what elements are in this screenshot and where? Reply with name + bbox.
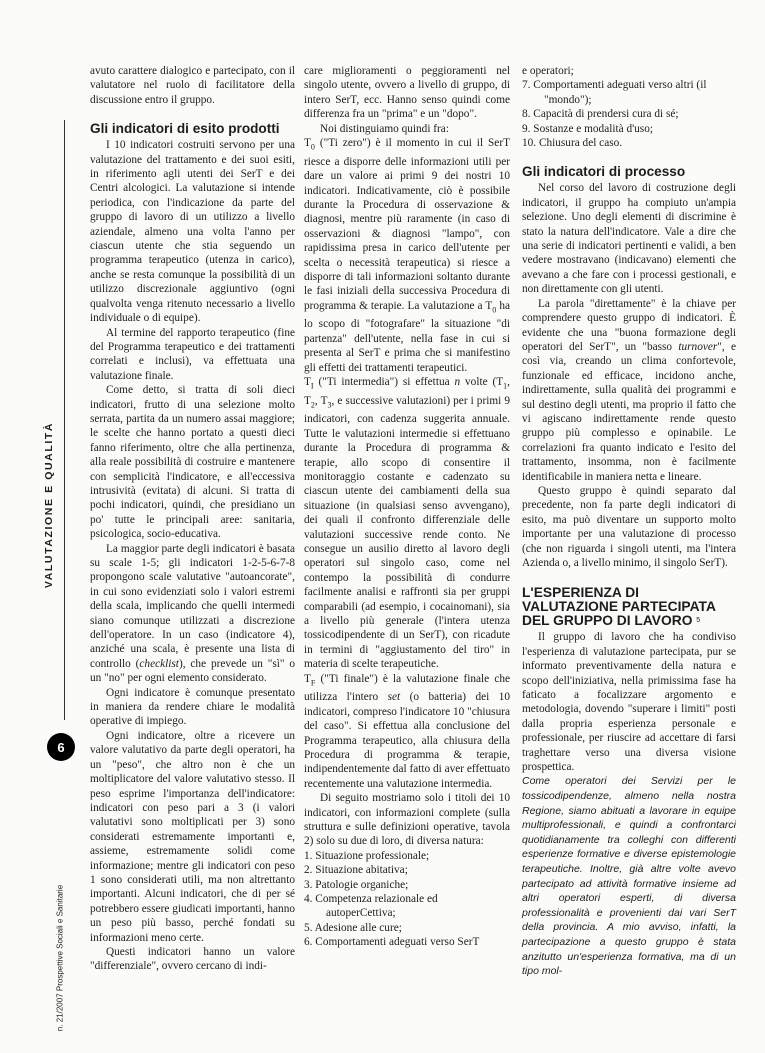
paragraph: I 10 indicatori costruiti servono per una valutazione del trattamento e dei suoi esiti, in riferimento agli utenti dei SerT e dei Centri alcologici. La valutazione si intende periodica, con l'indicazione da parte del gruppo di lavoro di un utilizzo a livello aziendale, almeno una volta l'anno per ciascun utente che stia seguendo un programma terapeutico (utenza in carico), anche se resta comunque la possibilità di un utilizzo discrezionale aggiuntivo (ogni qualvolta venga ritenuto necessario a livello individuale o di equipe). <box>90 139 295 325</box>
list-item: 2. Situazione abitativa; <box>304 864 408 877</box>
paragraph: Noi distinguiamo quindi fra: <box>320 122 449 135</box>
quote: Come operatori dei Servizi per le tossicodipendenze, almeno nella nostra Regione, siamo abituati a lavorare in equipe multiprofessionali, e quindi a confrontarci quotidianamente tra colleghi con differenti esperienze formative e diverse epistemologie terapeutiche. Inoltre, già altre volte avevo partecipato ad attività formative insieme ad altri operatori esperti, di diversa professionalità e provenienti dai vari SerT della provincia. A mio avviso, infatti, la partecipazione a questo gruppo è stata anzitutto un'esperienza formativa, ma di un tipo mol- <box>522 775 736 978</box>
list-item: 4. Competenza relazionale ed autoperCettiva; <box>304 893 438 920</box>
emphasis: turnover <box>678 340 718 353</box>
paragraph: La maggior parte degli indicatori è basata su scale 1-5; gli indicatori 1-2-5-6-7-8 propongono scale valutative "autoancorate", in cui sono evidenziati solo i valori estremi della scala, implicando che quelli intermedi siano comunque utilizzati a discrezione dell'operatore. In un caso (indicatore 4), anziché una scala, è presente una lista di controllo (checklist), che prevede un "sì" o un "no" per ogni elemento considerato. <box>90 542 295 685</box>
list-item: 8. Capacità di prendersi cura di sé; <box>522 108 679 121</box>
paragraph: avuto carattere dialogico e partecipato, con il valutatore nel ruolo di facilitatore della discussione entro il gruppo. <box>90 65 295 106</box>
paragraph: Al termine del rapporto terapeutico (fine del Programma terapeutico e dei trattamenti correlati e inclusi), va effettuata una valutazione finale. <box>90 326 295 382</box>
section-label: VALUTAZIONE E QUALITÀ <box>43 421 55 589</box>
paragraph: Ogni indicatore è comunque presentato in maniera da rendere chiare le modalità operative di impiego. <box>90 686 295 728</box>
paragraph: Come detto, si tratta di soli dieci indicatori, frutto di una selezione molto serrata, partita da un numero assai maggiore; le scelte che hanno portato a questi dieci fanno riferimento, oltre che alla pertinenza, alla reale possibilità di costruire e mantenere con semplicità l'indicatore, e all'eccessiva intrusività (evitata) di alcuni. Si tratta di pochi indicatori, quindi, che presidiano un po' tutte le principali aree: sanitaria, psicologica, socio-educativa. <box>90 384 295 541</box>
paragraph: care miglioramenti o peggioramenti nel singolo utente, ovvero a livello di gruppo, di intero SerT, ecc. Hanno senso quindi come differenza fra un "prima" e un "dopo". <box>304 65 510 121</box>
journal-reference: n. 21/2007 Prospettive Sociali e Sanitarie <box>55 884 65 1032</box>
emphasis: checklist <box>139 657 179 670</box>
page-number: 6 <box>47 733 75 761</box>
section-heading-experience: L'ESPERIENZA DI VALUTAZIONE PARTECIPATA DEL GRUPPO DI LAVORO $^5$ <box>522 585 716 629</box>
list-item: 10. Chiusura del caso. <box>522 137 623 150</box>
paragraph: La parola "direttamente" è la chiave per comprendere questo gruppo di indicatori. È evidente che una "buona formazione degli operatori del SerT", un "basso turnover", e così via, creando un clima confortevole, funzionale ed efficace, incidono anche, indirettamente, sulla qualità dei programmi e sul destino degli utenti, ma proprio il fatto che vi agiscano indirettamente rende questo gruppo più complesso e opinabile. Le correlazioni fra quanto indicato e l'esito del trattamento, insomma, non è facilmente identificabile in maniera netta e lineare. <box>522 297 736 483</box>
definition-ti: $T_I$ ("Ti intermedia") si effettua n volte ($T_1$, $T_2$, $T_3$, e successive valutazioni) per i primi 9 indicatori, con cadenza suggerita annuale. Tutte le valutazioni intermedie si effettuano durante la Procedura di programma & terapie, allo scopo di consentire il monitoraggio costante e cadenzato su ciascun utente dei cambiamenti della sua situazione (in qualsiasi senso avvengano), dei quali il confronto differenziale delle valutazioni successive rende conto. Ne consegue un ausilio diretto al lavoro degli operatori sul singolo caso, come nel contempo la possibilità di condurre facilmente analisi e raffronti sia per gruppi comparabili (ad esempio, i cocainomani), sia a livello più generale (l'intera utenza tossicodipendente di un SerT), con ricadute in termini di "aggiustamento del tiro" in materia di scelte terapeutiche. <box>304 376 510 671</box>
indicator-list-continued <box>522 78 736 150</box>
list-item: 1. Situazione professionale; <box>304 849 430 862</box>
side-rule <box>64 120 65 720</box>
list-item: 9. Sostanze e modalità d'uso; <box>522 122 653 135</box>
paragraph: Nel corso del lavoro di costruzione degli indicatori, il gruppo ha compiuto un'ampia selezione. Uno degli elementi di discrimine è stato la natura dell'indicatore. Vale a dire che una serie di indicatori pertinenti e validi, a ben vedere mostravano (indicavano) elementi che avevano a che fare con i processi gestionali, e non direttamente con gli utenti. <box>522 182 736 296</box>
definition-t0: $T_0$ ("Ti zero") è il momento in cui il SerT riesce a disporre delle informazioni utili per dare un valore ai primi 9 dei nostri 10 indicatori. Indicativamente, ciò è possibile durante la Procedura di osservazione & diagnosi, mentre più raramente (in caso di osservazioni & diagnosi "lampo", con rapidissima presa in carico dell'utente per scelta o necessità terapeutica) si riesce a disporre di tali informazioni soltanto durante le fasi iniziali della successiva Procedura di programma & terapie. La valutazione a $T_0$ ha lo scopo di "fotografare" la situazione "di partenza" dell'utente, nella fase in cui si presenta al SerT e prima che si manifestino gli effetti dei trattamenti terapeutici. <box>304 137 510 374</box>
paragraph: Di seguito mostriamo solo i titoli dei 10 indicatori, con informazioni complete (sulla struttura e sulle definizioni operative, tavola 2) solo su due di loro, di diversa natura: <box>304 792 510 848</box>
paragraph: Ogni indicatore, oltre a ricevere un valore valutativo da parte degli operatori, ha un "peso", che altro non è che un moltiplicatore del valore valutativo stesso. Il peso esprime l'importanza dell'indicatore: indicatori con peso pari a 3 (i valori valutativi sono moltiplicati per 3) sono considerati estremamente importanti e, assieme, estremamente solidi come informazione; mentre gli indicatori con peso 1 sono considerati utili, ma non altrettanto importanti. Alcuni indicatori, che di per sé potrebbero essere giudicati importanti, hanno un peso più basso, perché fondati su informazioni meno certe. <box>90 729 295 944</box>
list-item: 6. Comportamenti adeguati verso SerT <box>304 936 480 949</box>
list-item: 5. Adesione alle cure; <box>304 921 402 934</box>
paragraph: Il gruppo di lavoro che ha condiviso l'esperienza di valutazione partecipata, pur se informato preventivamente della natura e scopo dell'iniziativa, nella primissima fase ha faticato a focalizzare argomento e metodologia, dovendo "superare i limiti" posti dalla propria esperienza personale e professionale, per riuscire ad accettare di farsi traghettare verso una diversa visione prospettica. <box>522 631 736 774</box>
column-1 <box>90 64 295 974</box>
footnote-ref: 5 <box>696 617 701 625</box>
column-3 <box>522 64 736 979</box>
paragraph: Questi indicatori hanno un valore "differenziale", ovvero cercano di indi- <box>90 945 295 973</box>
list-item: 7. Comportamenti adeguati verso altri (il "mondo"); <box>522 79 707 106</box>
definition-tf: $T_F$ ("Ti finale") è la valutazione finale che utilizza l'intero set (o batteria) dei 10 indicatori, compreso l'indicatore 10 "chiusura del caso". Si effettua alla conclusione del Programma terapeutico, alla chiusura della Procedura di programma & terapie, indipendentemente dal fatto di aver effettuato recentemente una valutazione intermedia. <box>304 672 511 790</box>
list-continuation: e operatori; <box>522 65 574 77</box>
section-heading-outcome: Gli indicatori di esito prodotti <box>90 121 280 137</box>
paragraph: Questo gruppo è quindi separato dal precedente, non fa parte degli indicatori di esito, ma può diventare un supporto molto importante per una valutazione di processo (che non riguarda i singoli utenti, ma l'intera Azienda o, a livello minimo, il singolo SerT). <box>522 484 736 569</box>
indicator-list <box>304 849 510 950</box>
column-2 <box>304 64 510 950</box>
section-heading-process: Gli indicatori di processo <box>522 164 686 180</box>
list-item: 3. Patologie organiche; <box>304 878 409 891</box>
